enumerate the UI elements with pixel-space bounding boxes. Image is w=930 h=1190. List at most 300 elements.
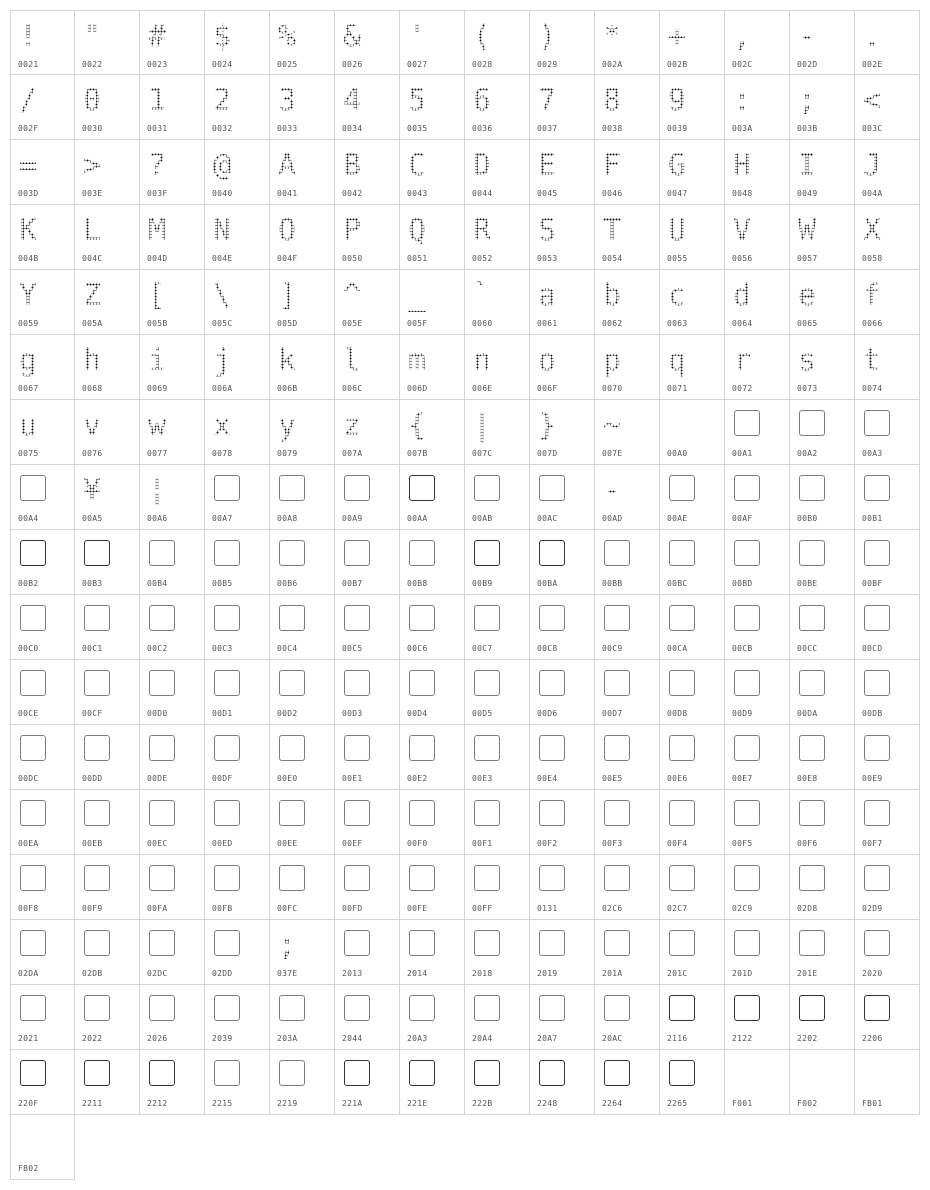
glyph-sample: t	[863, 339, 881, 383]
codepoint-label: 0038	[602, 124, 623, 133]
glyph-cell	[595, 400, 660, 465]
missing-glyph-box-icon	[20, 930, 46, 956]
missing-glyph-box-icon	[84, 865, 110, 891]
codepoint-label: 203A	[277, 1034, 298, 1043]
glyph-sample: w	[148, 404, 166, 448]
codepoint-label: 00A9	[342, 514, 363, 523]
glyph-cell	[660, 205, 725, 270]
glyph-sample: %	[278, 15, 296, 59]
glyph-cell	[725, 595, 790, 660]
missing-glyph-box-icon	[409, 1060, 435, 1086]
missing-glyph-box-icon	[604, 995, 630, 1021]
codepoint-label: 0024	[212, 60, 233, 69]
glyph-cell	[270, 205, 335, 270]
codepoint-label: 006B	[277, 384, 298, 393]
glyph-cell	[530, 400, 595, 465]
missing-glyph-box-icon	[149, 995, 175, 1021]
missing-glyph-box-icon	[864, 410, 890, 436]
codepoint-label: 00CE	[18, 709, 39, 718]
codepoint-label: 2020	[862, 969, 883, 978]
missing-glyph-box-icon	[864, 605, 890, 631]
glyph-sample: A	[278, 144, 296, 188]
codepoint-label: 00B5	[212, 579, 233, 588]
glyph-cell	[75, 1050, 140, 1115]
codepoint-label: 0037	[537, 124, 558, 133]
glyph-sample: )	[538, 15, 556, 59]
glyph-cell	[205, 530, 270, 595]
codepoint-label: 0073	[797, 384, 818, 393]
codepoint-label: 004C	[82, 254, 103, 263]
codepoint-label: 00D8	[667, 709, 688, 718]
glyph-sample: K	[19, 209, 37, 253]
glyph-cell	[660, 400, 725, 465]
codepoint-label: 2014	[407, 969, 428, 978]
missing-glyph-box-icon	[474, 735, 500, 761]
glyph-cell	[725, 205, 790, 270]
codepoint-label: 00AA	[407, 514, 428, 523]
codepoint-label: 2202	[797, 1034, 818, 1043]
codepoint-label: 0028	[472, 60, 493, 69]
missing-glyph-box-icon	[669, 670, 695, 696]
codepoint-label: 221A	[342, 1099, 363, 1108]
missing-glyph-box-icon	[799, 735, 825, 761]
missing-glyph-box-icon	[669, 540, 695, 566]
glyph-cell	[140, 400, 205, 465]
glyph-sample: y	[278, 404, 296, 448]
codepoint-label: 00F8	[18, 904, 39, 913]
glyph-sample: U	[668, 209, 686, 253]
glyph-cell	[10, 205, 75, 270]
codepoint-label: 00A6	[147, 514, 168, 523]
glyph-cell	[790, 335, 855, 400]
missing-glyph-box-icon	[669, 735, 695, 761]
codepoint-label: 00C9	[602, 644, 623, 653]
glyph-cell	[10, 140, 75, 205]
glyph-cell	[855, 75, 920, 140]
glyph-cell	[465, 400, 530, 465]
missing-glyph-box-icon	[279, 475, 305, 501]
glyph-sample: s	[798, 339, 816, 383]
codepoint-label: 00E1	[342, 774, 363, 783]
codepoint-label: 201D	[732, 969, 753, 978]
glyph-cell	[10, 985, 75, 1050]
codepoint-label: 0060	[472, 319, 493, 328]
codepoint-label: 00B4	[147, 579, 168, 588]
glyph-cell	[400, 270, 465, 335]
glyph-cell	[660, 595, 725, 660]
missing-glyph-box-icon	[149, 670, 175, 696]
missing-glyph-box-icon	[149, 605, 175, 631]
glyph-cell	[10, 75, 75, 140]
codepoint-label: 00EA	[18, 839, 39, 848]
codepoint-label: 00BE	[797, 579, 818, 588]
glyph-cell	[140, 790, 205, 855]
glyph-cell	[140, 335, 205, 400]
missing-glyph-box-icon	[539, 865, 565, 891]
codepoint-label: 0039	[667, 124, 688, 133]
codepoint-label: 007D	[537, 449, 558, 458]
missing-glyph-box-icon	[864, 540, 890, 566]
glyph-cell	[205, 140, 270, 205]
codepoint-label: 00B2	[18, 579, 39, 588]
missing-glyph-box-icon	[279, 540, 305, 566]
codepoint-label: 00D5	[472, 709, 493, 718]
glyph-cell	[790, 400, 855, 465]
codepoint-label: 0048	[732, 189, 753, 198]
glyph-cell	[790, 985, 855, 1050]
glyph-cell	[400, 660, 465, 725]
codepoint-label: 2022	[82, 1034, 103, 1043]
glyph-cell	[595, 140, 660, 205]
glyph-sample: 2	[213, 79, 231, 123]
codepoint-label: 00F1	[472, 839, 493, 848]
codepoint-label: 00A0	[667, 449, 688, 458]
glyph-cell	[725, 140, 790, 205]
missing-glyph-box-icon	[864, 800, 890, 826]
codepoint-label: 006C	[342, 384, 363, 393]
codepoint-label: FB01	[862, 1099, 883, 1108]
codepoint-label: 00F5	[732, 839, 753, 848]
glyph-cell	[205, 855, 270, 920]
glyph-sample: m	[408, 339, 426, 383]
glyph-cell	[400, 790, 465, 855]
glyph-sample: .	[863, 15, 881, 59]
glyph-cell	[270, 595, 335, 660]
codepoint-label: 00AF	[732, 514, 753, 523]
missing-glyph-box-icon	[604, 670, 630, 696]
missing-glyph-box-icon	[799, 410, 825, 436]
codepoint-label: 201E	[797, 969, 818, 978]
glyph-sample: ]	[278, 274, 296, 318]
codepoint-label: 0066	[862, 319, 883, 328]
glyph-cell	[855, 335, 920, 400]
glyph-cell	[205, 985, 270, 1050]
missing-glyph-box-icon	[409, 540, 435, 566]
glyph-cell	[335, 205, 400, 270]
glyph-cell	[400, 920, 465, 985]
glyph-cell	[465, 1050, 530, 1115]
glyph-sample: C	[408, 144, 426, 188]
codepoint-label: 0040	[212, 189, 233, 198]
missing-glyph-box-icon	[214, 670, 240, 696]
glyph-cell	[205, 790, 270, 855]
glyph-sample: W	[798, 209, 816, 253]
codepoint-label: 003E	[82, 189, 103, 198]
glyph-sample: G	[668, 144, 686, 188]
codepoint-label: 00C3	[212, 644, 233, 653]
codepoint-label: 0045	[537, 189, 558, 198]
glyph-cell	[855, 985, 920, 1050]
codepoint-label: 005A	[82, 319, 103, 328]
codepoint-label: 20A7	[537, 1034, 558, 1043]
codepoint-label: 00CD	[862, 644, 883, 653]
codepoint-label: 2248	[537, 1099, 558, 1108]
codepoint-label: 0067	[18, 384, 39, 393]
codepoint-label: 0064	[732, 319, 753, 328]
glyph-cell	[400, 855, 465, 920]
codepoint-label: 02D9	[862, 904, 883, 913]
missing-glyph-box-icon	[344, 605, 370, 631]
glyph-cell	[790, 10, 855, 75]
codepoint-label: 0030	[82, 124, 103, 133]
codepoint-label: 00E3	[472, 774, 493, 783]
glyph-sample: +	[668, 15, 686, 59]
codepoint-label: 0075	[18, 449, 39, 458]
codepoint-label: 00E2	[407, 774, 428, 783]
missing-glyph-box-icon	[864, 735, 890, 761]
codepoint-label: 007A	[342, 449, 363, 458]
codepoint-label: 002E	[862, 60, 883, 69]
glyph-cell	[270, 140, 335, 205]
missing-glyph-box-icon	[84, 1060, 110, 1086]
codepoint-label: 005D	[277, 319, 298, 328]
codepoint-label: 2026	[147, 1034, 168, 1043]
glyph-cell	[270, 1050, 335, 1115]
missing-glyph-box-icon	[669, 1060, 695, 1086]
glyph-cell	[660, 270, 725, 335]
missing-glyph-box-icon	[669, 800, 695, 826]
glyph-cell	[660, 660, 725, 725]
glyph-cell	[595, 660, 660, 725]
glyph-cell	[530, 985, 595, 1050]
codepoint-label: 0023	[147, 60, 168, 69]
codepoint-label: 0071	[667, 384, 688, 393]
codepoint-label: 00BF	[862, 579, 883, 588]
codepoint-label: 003F	[147, 189, 168, 198]
glyph-cell	[595, 465, 660, 530]
codepoint-label: 2116	[667, 1034, 688, 1043]
missing-glyph-box-icon	[734, 995, 760, 1021]
codepoint-label: 0034	[342, 124, 363, 133]
codepoint-label: 00D1	[212, 709, 233, 718]
glyph-cell	[270, 270, 335, 335]
glyph-sample: L	[83, 209, 101, 253]
glyph-cell	[140, 140, 205, 205]
glyph-cell	[465, 660, 530, 725]
glyph-sample: '	[408, 15, 426, 59]
codepoint-label: 00F6	[797, 839, 818, 848]
glyph-sample: P	[343, 209, 361, 253]
glyph-cell	[725, 465, 790, 530]
glyph-cell	[335, 660, 400, 725]
codepoint-label: 02DC	[147, 969, 168, 978]
missing-glyph-box-icon	[214, 865, 240, 891]
glyph-cell	[595, 855, 660, 920]
codepoint-label: 0077	[147, 449, 168, 458]
glyph-cell	[725, 855, 790, 920]
glyph-cell	[205, 920, 270, 985]
glyph-cell	[465, 140, 530, 205]
codepoint-label: 003D	[18, 189, 39, 198]
glyph-sample: ¥	[83, 469, 101, 513]
codepoint-label: 0025	[277, 60, 298, 69]
glyph-cell	[270, 335, 335, 400]
codepoint-label: 00FD	[342, 904, 363, 913]
glyph-cell	[530, 595, 595, 660]
glyph-sample: r	[733, 339, 751, 383]
glyph-cell	[465, 75, 530, 140]
missing-glyph-box-icon	[539, 735, 565, 761]
missing-glyph-box-icon	[149, 930, 175, 956]
glyph-sample: B	[343, 144, 361, 188]
glyph-cell	[790, 465, 855, 530]
glyph-sample: {	[408, 404, 426, 448]
glyph-cell	[10, 790, 75, 855]
glyph-sample: ~	[603, 404, 621, 448]
codepoint-label: 00E5	[602, 774, 623, 783]
glyph-cell	[10, 725, 75, 790]
codepoint-label: FB02	[18, 1164, 39, 1173]
missing-glyph-box-icon	[344, 1060, 370, 1086]
glyph-cell	[465, 465, 530, 530]
codepoint-label: 0032	[212, 124, 233, 133]
glyph-cell	[270, 465, 335, 530]
codepoint-label: 00AB	[472, 514, 493, 523]
codepoint-label: 0054	[602, 254, 623, 263]
glyph-cell	[660, 140, 725, 205]
glyph-cell	[725, 335, 790, 400]
glyph-cell	[140, 530, 205, 595]
codepoint-label: 00E9	[862, 774, 883, 783]
missing-glyph-box-icon	[149, 800, 175, 826]
glyph-cell	[335, 530, 400, 595]
codepoint-label: 005E	[342, 319, 363, 328]
glyph-cell	[400, 335, 465, 400]
codepoint-label: 003C	[862, 124, 883, 133]
glyph-cell	[140, 1050, 205, 1115]
codepoint-label: 0059	[18, 319, 39, 328]
missing-glyph-box-icon	[864, 995, 890, 1021]
missing-glyph-box-icon	[149, 1060, 175, 1086]
missing-glyph-box-icon	[84, 800, 110, 826]
codepoint-label: 00A7	[212, 514, 233, 523]
glyph-cell	[725, 660, 790, 725]
codepoint-label: 00CB	[732, 644, 753, 653]
codepoint-label: 00EF	[342, 839, 363, 848]
glyph-cell	[855, 660, 920, 725]
missing-glyph-box-icon	[409, 605, 435, 631]
glyph-cell	[855, 205, 920, 270]
missing-glyph-box-icon	[214, 735, 240, 761]
glyph-sample: Y	[19, 274, 37, 318]
glyph-cell	[400, 140, 465, 205]
glyph-cell	[335, 920, 400, 985]
codepoint-label: 0042	[342, 189, 363, 198]
missing-glyph-box-icon	[84, 540, 110, 566]
codepoint-label: 0021	[18, 60, 39, 69]
missing-glyph-box-icon	[214, 995, 240, 1021]
glyph-sample: [	[148, 274, 166, 318]
glyph-cell	[855, 1050, 920, 1115]
codepoint-label: 0047	[667, 189, 688, 198]
glyph-sample: 4	[343, 79, 361, 123]
codepoint-label: 002B	[667, 60, 688, 69]
codepoint-label: 00F3	[602, 839, 623, 848]
codepoint-label: 00C4	[277, 644, 298, 653]
glyph-cell	[335, 985, 400, 1050]
glyph-cell	[855, 595, 920, 660]
codepoint-label: 0052	[472, 254, 493, 263]
missing-glyph-box-icon	[84, 605, 110, 631]
glyph-sample: T	[603, 209, 621, 253]
glyph-cell	[270, 855, 335, 920]
glyph-sample: p	[603, 339, 621, 383]
codepoint-label: 003B	[797, 124, 818, 133]
glyph-cell	[855, 920, 920, 985]
glyph-sample: =	[19, 144, 37, 188]
glyph-cell	[595, 10, 660, 75]
codepoint-label: 02DB	[82, 969, 103, 978]
glyph-cell	[140, 10, 205, 75]
glyph-cell	[75, 335, 140, 400]
codepoint-label: 0029	[537, 60, 558, 69]
missing-glyph-box-icon	[799, 605, 825, 631]
glyph-cell	[205, 465, 270, 530]
glyph-sample: Q	[408, 209, 426, 253]
codepoint-label: 0044	[472, 189, 493, 198]
codepoint-label: 00FC	[277, 904, 298, 913]
missing-glyph-box-icon	[669, 475, 695, 501]
missing-glyph-box-icon	[669, 995, 695, 1021]
glyph-sample: M	[148, 209, 166, 253]
codepoint-label: 007E	[602, 449, 623, 458]
glyph-cell	[725, 725, 790, 790]
glyph-cell	[530, 335, 595, 400]
missing-glyph-box-icon	[409, 930, 435, 956]
codepoint-label: 00E6	[667, 774, 688, 783]
glyph-cell	[790, 530, 855, 595]
missing-glyph-box-icon	[539, 995, 565, 1021]
glyph-cell	[400, 400, 465, 465]
glyph-cell	[660, 465, 725, 530]
codepoint-label: 00FF	[472, 904, 493, 913]
glyph-sample: g	[19, 339, 37, 383]
glyph-cell	[400, 75, 465, 140]
glyph-sample: z	[343, 404, 361, 448]
missing-glyph-box-icon	[539, 605, 565, 631]
glyph-cell	[205, 335, 270, 400]
glyph-sample: #	[148, 15, 166, 59]
missing-glyph-box-icon	[734, 735, 760, 761]
missing-glyph-box-icon	[409, 475, 435, 501]
glyph-cell	[75, 660, 140, 725]
codepoint-label: 0056	[732, 254, 753, 263]
glyph-cell	[140, 270, 205, 335]
codepoint-label: 00A2	[797, 449, 818, 458]
missing-glyph-box-icon	[799, 865, 825, 891]
glyph-cell	[400, 595, 465, 660]
codepoint-label: 00FB	[212, 904, 233, 913]
glyph-sample: x	[213, 404, 231, 448]
codepoint-label: 00BB	[602, 579, 623, 588]
glyph-sample: S	[538, 209, 556, 253]
glyph-cell	[10, 1050, 75, 1115]
glyph-sample: ^	[343, 274, 361, 318]
codepoint-label: 0062	[602, 319, 623, 328]
codepoint-label: 00D0	[147, 709, 168, 718]
glyph-cell	[855, 465, 920, 530]
glyph-cell	[725, 1050, 790, 1115]
missing-glyph-box-icon	[474, 995, 500, 1021]
glyph-cell	[205, 205, 270, 270]
glyph-cell	[595, 985, 660, 1050]
glyph-sample: *	[603, 15, 621, 59]
missing-glyph-box-icon	[149, 540, 175, 566]
glyph-sample: ,	[733, 15, 751, 59]
missing-glyph-box-icon	[214, 475, 240, 501]
glyph-cell	[660, 920, 725, 985]
glyph-sample: |	[473, 404, 491, 448]
